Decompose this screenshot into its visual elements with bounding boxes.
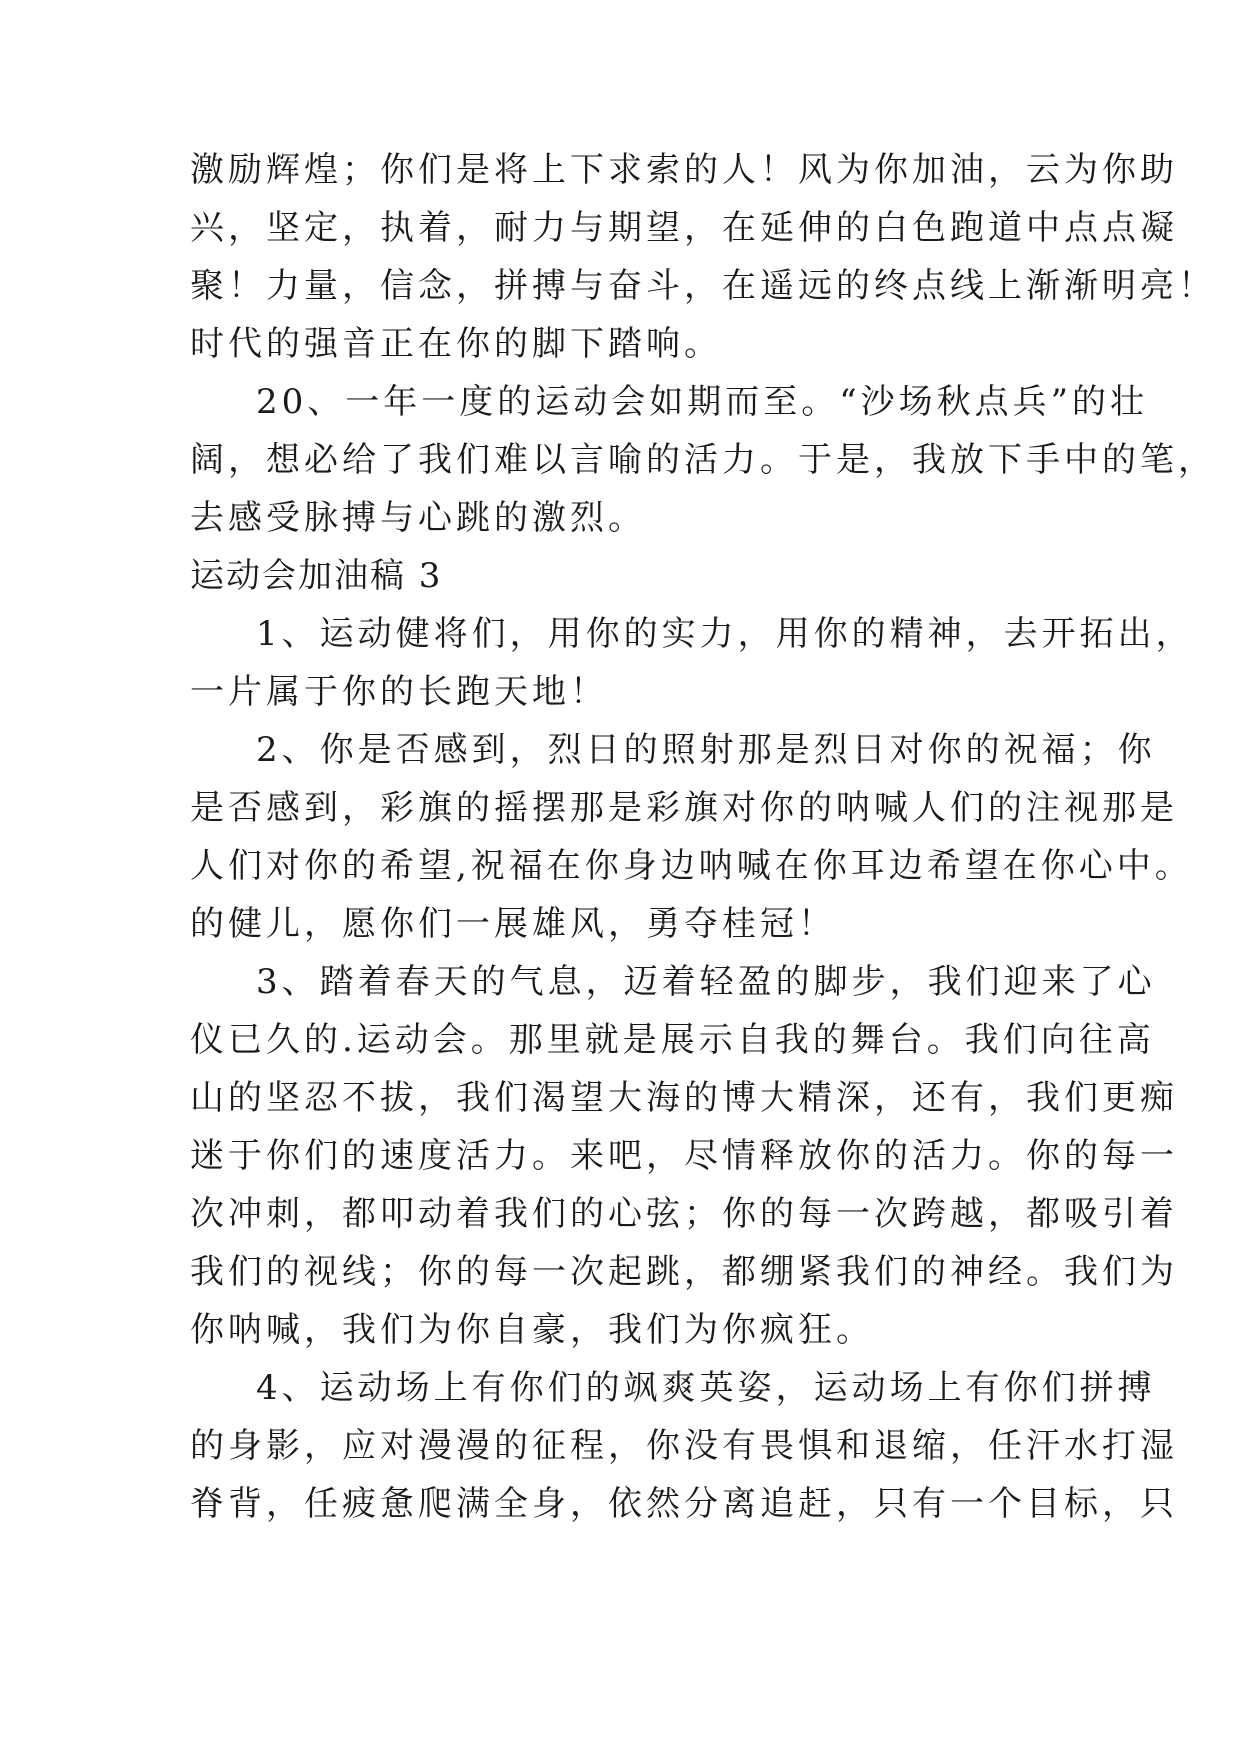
paragraph-start-line: 3、踏着春天的气息，迈着轻盈的脚步，我们迎来了心 bbox=[256, 962, 1156, 1002]
text-line: 的身影，应对漫漫的征程，你没有畏惧和退缩，任汗水打湿 bbox=[190, 1426, 1178, 1466]
text-line: 仪已久的.运动会。那里就是展示自我的舞台。我们向往高 bbox=[190, 1020, 1155, 1060]
paragraph-start-line: 20、一年一度的运动会如期而至。“沙场秋点兵”的壮 bbox=[256, 382, 1149, 422]
text-line: 兴，坚定，执着，耐力与期望，在延伸的白色跑道中点点凝 bbox=[190, 208, 1178, 248]
text-line: 你呐喊，我们为你自豪，我们为你疯狂。 bbox=[190, 1310, 874, 1350]
text-line: 是否感到，彩旗的摇摆那是彩旗对你的呐喊人们的注视那是 bbox=[190, 788, 1178, 828]
text-line: 时代的强音正在你的脚下踏响。 bbox=[190, 324, 722, 364]
text-line: 阔，想必给了我们难以言喻的活力。于是，我放下手中的笔， bbox=[190, 440, 1216, 480]
text-line: 去感受脉搏与心跳的激烈。 bbox=[190, 498, 646, 538]
text-line: 人们对你的希望,祝福在你身边呐喊在你耳边希望在你心中。 bbox=[190, 846, 1193, 886]
paragraph-start-line: 4、运动场上有你们的飒爽英姿，运动场上有你们拼搏 bbox=[256, 1368, 1156, 1408]
text-line: 脊背，任疲惫爬满全身，依然分离追赶，只有一个目标，只 bbox=[190, 1484, 1178, 1524]
paragraph-start-line: 1、运动健将们，用你的实力，用你的精神，去开拓出， bbox=[256, 614, 1194, 654]
text-line: 一片属于你的长跑天地！ bbox=[190, 672, 608, 712]
text-line: 我们的视线；你的每一次起跳，都绷紧我们的神经。我们为 bbox=[190, 1252, 1178, 1292]
section-heading: 运动会加油稿 3 bbox=[190, 556, 443, 596]
text-line: 迷于你们的速度活力。来吧，尽情释放你的活力。你的每一 bbox=[190, 1136, 1178, 1176]
text-line: 激励辉煌；你们是将上下求索的人！风为你加油，云为你助 bbox=[190, 150, 1178, 190]
text-line: 聚！力量，信念，拼搏与奋斗，在遥远的终点线上渐渐明亮！ bbox=[190, 266, 1216, 306]
text-line: 次冲刺，都叩动着我们的心弦；你的每一次跨越，都吸引着 bbox=[190, 1194, 1178, 1234]
text-line: 山的坚忍不拔，我们渴望大海的博大精深，还有，我们更痴 bbox=[190, 1078, 1178, 1118]
document-body bbox=[190, 141, 1216, 1533]
text-line: 的健儿，愿你们一展雄风，勇夺桂冠！ bbox=[190, 904, 836, 944]
paragraph-start-line: 2、你是否感到，烈日的照射那是烈日对你的祝福；你 bbox=[256, 730, 1156, 770]
